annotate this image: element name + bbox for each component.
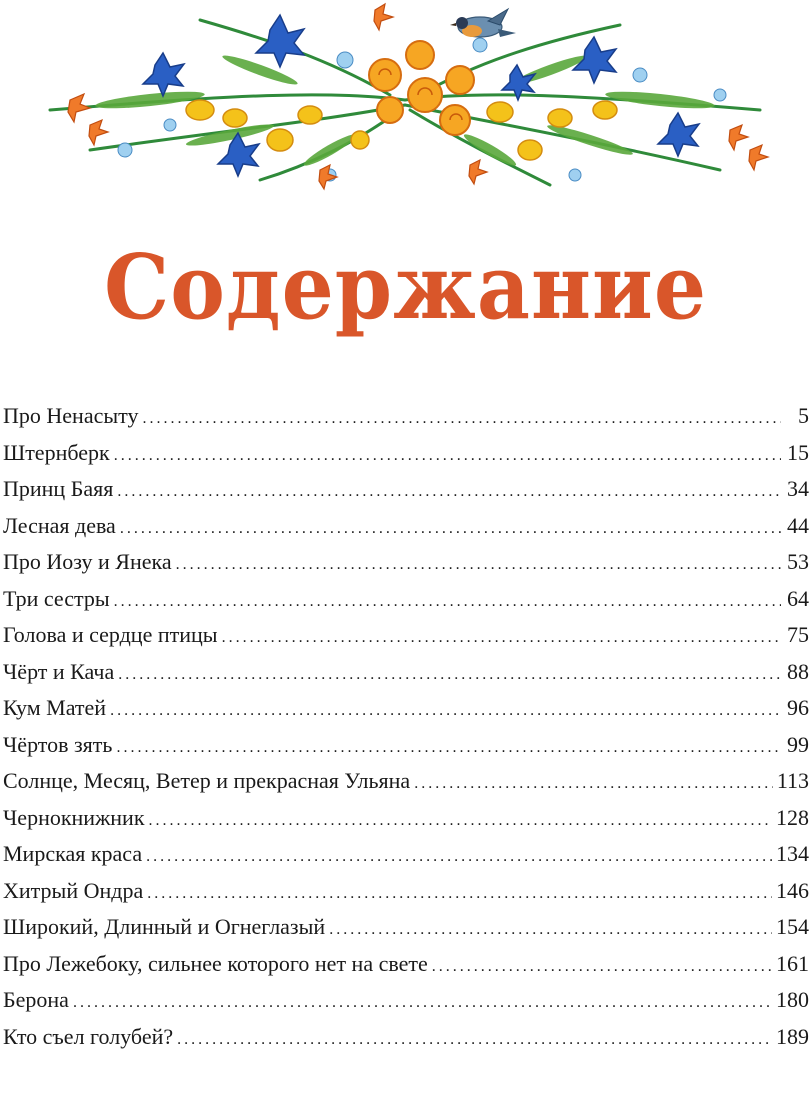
toc-entry-page: 161	[776, 950, 809, 976]
toc-entry[interactable]	[3, 946, 809, 983]
page-title: Содержание	[103, 236, 708, 340]
toc-leader-dots	[110, 693, 781, 730]
toc-entry-page: 134	[776, 841, 809, 866]
toc-leader-dots	[432, 949, 772, 986]
toc-leader-dots	[329, 912, 772, 949]
toc-entry-page: 180	[776, 987, 809, 1012]
toc-entry[interactable]	[3, 471, 809, 508]
toc-entry-page: 34	[787, 476, 809, 501]
toc-leader-dots	[177, 1022, 772, 1059]
toc-entry-page: 44	[787, 512, 809, 538]
toc-entry-title: Широкий, Длинный и Огнеглазый	[3, 914, 326, 939]
toc-entry-title: Кум Матей	[3, 695, 107, 720]
toc-entry-title: Хитрый Ондра	[3, 877, 144, 903]
toc-entry-title: Лесная дева	[3, 512, 116, 538]
toc-entry-title: Про Ненасыту	[3, 403, 139, 428]
toc-leader-dots	[146, 839, 772, 876]
toc-entry-title: Солнце, Месяц, Ветер и прекрасная Ульяна	[3, 768, 411, 793]
toc-entry-title: Берона	[3, 987, 69, 1012]
toc-entry[interactable]	[3, 982, 809, 1019]
toc-leader-dots	[114, 438, 781, 475]
toc-entry-page: 99	[787, 731, 809, 757]
toc-entry[interactable]	[3, 398, 809, 435]
toc-entry-title: Про Иозу и Янека	[3, 549, 172, 574]
toc-entry-title: Мирская краса	[3, 841, 143, 866]
toc-leader-dots	[120, 511, 781, 548]
toc-entry[interactable]	[3, 690, 809, 727]
toc-leader-dots	[142, 401, 781, 438]
toc-entry-page: 128	[776, 804, 809, 830]
toc-entry-page: 96	[787, 695, 809, 720]
toc-entry-title: Чёртов зять	[3, 731, 113, 757]
toc-entry[interactable]	[3, 909, 809, 946]
floral-garland-icon	[30, 0, 780, 200]
toc-entry[interactable]	[3, 836, 809, 873]
toc-entry-page: 146	[776, 877, 809, 903]
toc-entry-title: Кто съел голубей?	[3, 1023, 174, 1049]
toc-leader-dots	[149, 803, 772, 840]
toc-entry-title: Голова и сердце птицы	[3, 622, 218, 647]
toc-entry[interactable]	[3, 581, 809, 618]
toc-entry[interactable]	[3, 763, 809, 800]
toc-leader-dots	[222, 620, 781, 657]
toc-entry-title: Чёрт и Кача	[3, 658, 115, 684]
toc-leader-dots	[147, 876, 772, 913]
toc-leader-dots	[114, 584, 781, 621]
toc-entry-page: 64	[787, 585, 809, 611]
toc-entry[interactable]	[3, 727, 809, 764]
toc-entry-title: Чернокнижник	[3, 804, 145, 830]
toc-entry-page: 75	[787, 622, 809, 647]
toc-leader-dots	[117, 474, 781, 511]
toc-entry-title: Штернберк	[3, 439, 110, 465]
toc-entry[interactable]	[3, 435, 809, 472]
toc-entry-page: 189	[776, 1023, 809, 1049]
toc-entry[interactable]	[3, 544, 809, 581]
toc-entry-title: Про Лежебоку, сильнее которого нет на свете	[3, 950, 428, 976]
toc-entry-page: 154	[776, 914, 809, 939]
toc-entry-page: 113	[776, 768, 809, 793]
toc-leader-dots	[118, 657, 781, 694]
toc-entry[interactable]	[3, 800, 809, 837]
toc-entry-page: 88	[787, 658, 809, 684]
toc-leader-dots	[73, 985, 772, 1022]
toc-leader-dots	[176, 547, 781, 584]
toc-entry-page: 53	[787, 549, 809, 574]
toc-entry[interactable]	[3, 508, 809, 545]
toc-entry-page: 5	[798, 403, 809, 428]
toc-leader-dots	[116, 730, 781, 767]
toc-entry-title: Принц Баяя	[3, 476, 114, 501]
toc-entry[interactable]	[3, 1019, 809, 1056]
toc-entry[interactable]	[3, 654, 809, 691]
toc-entry-title: Три сестры	[3, 585, 110, 611]
table-of-contents	[3, 398, 809, 1055]
toc-entry-page: 15	[787, 439, 809, 465]
toc-leader-dots	[414, 766, 773, 803]
toc-entry[interactable]	[3, 873, 809, 910]
toc-entry[interactable]	[3, 617, 809, 654]
